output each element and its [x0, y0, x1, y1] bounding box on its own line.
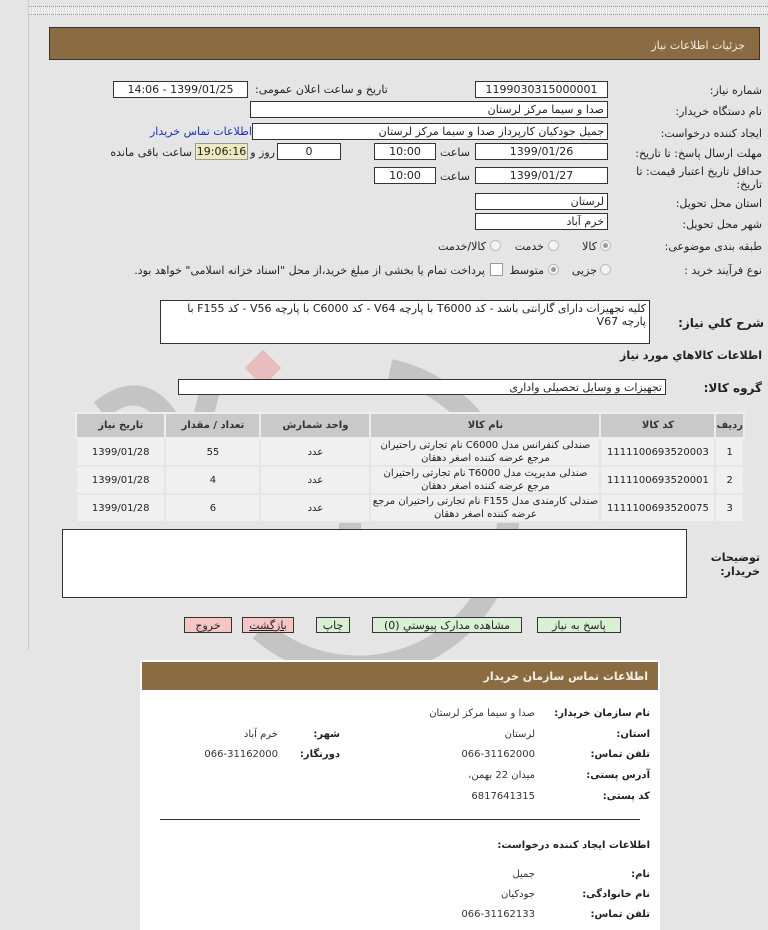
radio-minor-label: جزیی: [571, 264, 597, 277]
radio-goods-service-label: کالا/خدمت: [438, 240, 486, 253]
page-title: جزئیات اطلاعات نیاز: [651, 39, 745, 52]
creator-field[interactable]: جمیل جودکیان کارپرداز صدا و سیما مرکز لرستان: [252, 123, 608, 140]
buyer-org-field[interactable]: صدا و سیما مرکز لرستان: [250, 101, 608, 118]
attachments-button[interactable]: مشاهده مدارک پیوستي (0): [372, 617, 522, 633]
validity-time-field[interactable]: 10:00: [374, 167, 436, 184]
city-value: خرم آباد: [243, 729, 278, 740]
cell-row: 2: [715, 466, 744, 494]
cell-qty: 6: [165, 494, 260, 522]
remaining-label: ساعت باقی مانده: [110, 146, 192, 159]
cell-row: 3: [715, 494, 744, 522]
deadline-label: مهلت ارسال پاسخ: تا تاریخ:: [635, 147, 762, 160]
buyer-contact-link[interactable]: اطلاعات تماس خریدار: [150, 125, 252, 138]
back-button[interactable]: بازگشت: [242, 617, 294, 633]
buyer-notes-label: توضیحات خریدار:: [710, 551, 760, 578]
buyer-contact-panel: [140, 660, 660, 930]
validity-label: حداقل تاریخ اعتبار قیمت: تا تاریخ:: [636, 165, 762, 191]
family-value: جودکیان: [501, 889, 535, 900]
cell-name: صندلی کنفرانس مدل C6000 نام تجارتی راحتیران مرجع عرضه کننده اصغر دهقان: [370, 438, 600, 466]
table-row: [76, 438, 744, 466]
col-code: کد کالا: [600, 413, 715, 438]
cell-name: صندلی کارمندی مدل F155 نام تجارتی راحتیران مرجع عرضه کننده اصغر دهقان: [370, 494, 600, 522]
cell-date: 1399/01/28: [76, 466, 165, 494]
phone-value: 066-31162000: [461, 749, 535, 760]
phone-label: تلفن تماس:: [590, 749, 650, 760]
cell-unit: عدد: [260, 494, 370, 522]
validity-date-field[interactable]: 1399/01/27: [475, 167, 608, 184]
city-field[interactable]: خرم آباد: [475, 213, 608, 230]
radio-minor[interactable]: [600, 264, 611, 275]
buyer-org-label: نام دستگاه خریدار:: [675, 105, 762, 118]
fax-label: دورنگار:: [299, 749, 340, 760]
cell-date: 1399/01/28: [76, 438, 165, 466]
deadline-date-field[interactable]: 1399/01/26: [475, 143, 608, 160]
cell-code: 1111100693520075: [600, 494, 715, 522]
address-label: آدرس پستی:: [586, 770, 650, 781]
radio-medium[interactable]: [548, 264, 559, 275]
col-row: ردیف: [715, 413, 744, 438]
contact-panel-title: اطلاعات تماس سازمان خریدار: [142, 662, 658, 690]
buyer-notes-textarea[interactable]: [62, 529, 687, 598]
table-row: [76, 494, 744, 522]
org-value: صدا و سیما مرکز لرستان: [429, 708, 535, 719]
divider: [160, 819, 640, 820]
goods-heading: اطلاعات کالاهاي مورد نياز: [620, 349, 762, 362]
table-header-row: [76, 413, 744, 438]
category-label: طبقه بندی موضوعی:: [664, 240, 762, 253]
family-label: نام خانوادگی:: [582, 889, 650, 900]
cell-date: 1399/01/28: [76, 494, 165, 522]
col-qty: تعداد / مقدار: [165, 413, 260, 438]
description-textarea[interactable]: کلیه تجهیزات دارای گارانتی باشد - کد T6000 با پارچه V64 - کد C6000 با پارچه V56 - کد F155 با پارچه V67: [160, 300, 650, 344]
need-number-field[interactable]: 1199030315000001: [475, 81, 608, 98]
city-label: شهر محل تحویل:: [682, 218, 762, 231]
city-label: شهر:: [313, 729, 340, 740]
payment-note: پرداخت تمام یا بخشی از مبلغ خرید،از محل "اسناد خزانه اسلامی" خواهد بود.: [134, 264, 485, 277]
radio-service[interactable]: [548, 240, 559, 251]
goods-table: [75, 412, 745, 523]
cell-code: 1111100693520001: [600, 466, 715, 494]
table-row: [76, 466, 744, 494]
fax-value: 066-31162000: [204, 749, 278, 760]
time-label: ساعت: [440, 146, 470, 159]
creator-heading: اطلاعات ایجاد کننده درخواست:: [497, 840, 650, 851]
name-label: نام:: [631, 869, 650, 880]
radio-medium-label: متوسط: [509, 264, 544, 277]
need-number-label: شماره نیاز:: [709, 84, 762, 97]
validity-time-label: ساعت: [440, 170, 470, 183]
deadline-time-field[interactable]: 10:00: [374, 143, 436, 160]
radio-goods-label: کالا: [582, 240, 597, 253]
print-button[interactable]: چاپ: [316, 617, 350, 633]
announce-field[interactable]: 1399/01/25 - 14:06: [113, 81, 248, 98]
group-label: گروه کالا:: [703, 381, 762, 395]
province-field[interactable]: لرستان: [475, 193, 608, 210]
days-label: روز و: [250, 146, 275, 159]
cell-code: 1111100693520003: [600, 438, 715, 466]
left-border: [28, 0, 29, 650]
postal-value: 6817641315: [471, 791, 535, 802]
creator-label: ایجاد کننده درخواست:: [660, 127, 762, 140]
col-unit: واحد شمارش: [260, 413, 370, 438]
name-value: جمیل: [512, 869, 535, 880]
creator-phone-label: تلفن تماس:: [590, 909, 650, 920]
announce-label: تاریخ و ساعت اعلان عمومی:: [255, 83, 388, 96]
description-label: شرح کلي نياز:: [678, 316, 764, 330]
process-label: نوع فرآیند خرید :: [684, 264, 762, 277]
remaining-timer: 19:06:16: [196, 145, 247, 158]
col-date: تاریخ نیاز: [76, 413, 165, 438]
page-header: [49, 27, 760, 60]
province-label: استان:: [616, 729, 650, 740]
cell-qty: 55: [165, 438, 260, 466]
radio-goods-service[interactable]: [490, 240, 501, 251]
radio-service-label: خدمت: [514, 240, 544, 253]
radio-goods[interactable]: [600, 240, 611, 251]
cell-unit: عدد: [260, 438, 370, 466]
postal-label: کد پستی:: [602, 791, 650, 802]
province-value: لرستان: [504, 729, 535, 740]
province-label: استان محل تحویل:: [675, 197, 762, 210]
top-divider: [28, 6, 768, 15]
treasury-checkbox[interactable]: [490, 263, 503, 276]
group-field[interactable]: تجهیزات و وسایل تحصیلی واداری: [178, 379, 666, 395]
cell-name: صندلی مدیریت مدل T6000 نام تجارتی راحتیران مرجع عرضه کننده اصغر دهقان: [370, 466, 600, 494]
org-label: نام سازمان خریدار:: [554, 708, 650, 719]
cell-row: 1: [715, 438, 744, 466]
cell-qty: 4: [165, 466, 260, 494]
reply-button[interactable]: پاسخ به نیاز: [537, 617, 621, 633]
cell-unit: عدد: [260, 466, 370, 494]
col-name: نام کالا: [370, 413, 600, 438]
days-field[interactable]: 0: [277, 143, 341, 160]
exit-button[interactable]: خروج: [184, 617, 232, 633]
creator-phone-value: 066-31162133: [461, 909, 535, 920]
address-value: میدان 22 بهمن،: [468, 770, 535, 781]
